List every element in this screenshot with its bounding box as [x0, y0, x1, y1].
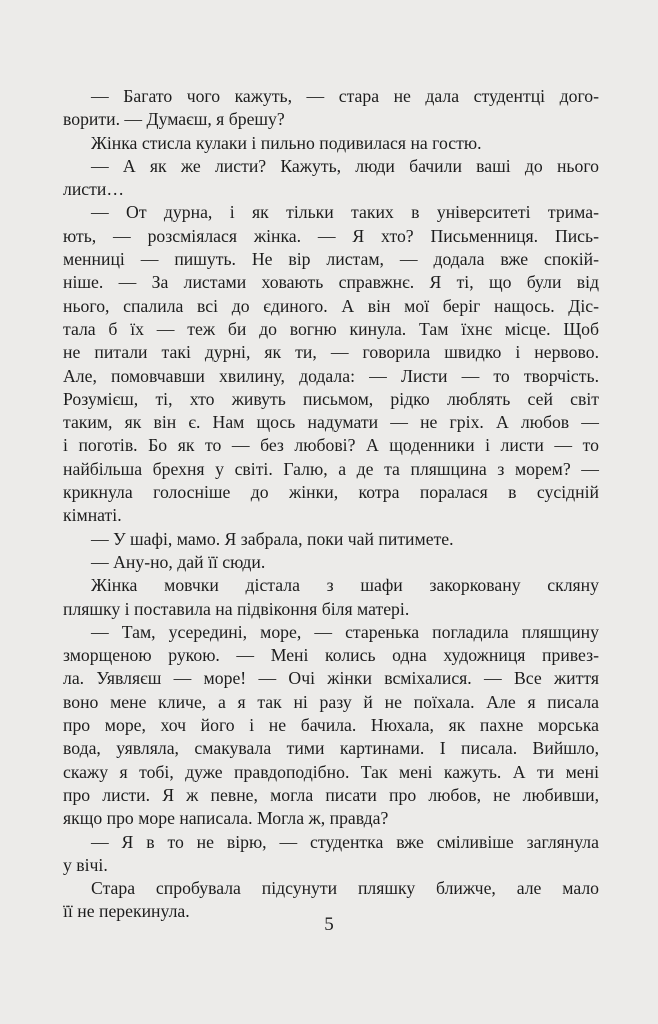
text-line: не питали такі дурні, як ти, — говорила швидко і нервово. [63, 342, 599, 363]
text-line: крикнула голосніше до жінки, котра поралася в сусідній [63, 482, 599, 503]
text-line: воно мене кличе, а я так ні разу й не поїхала. Але я писала [63, 691, 599, 712]
text-line: Стара спробувала підсунути пляшку ближче, але мало [91, 878, 599, 899]
text-line: Але, помовчавши хвилину, додала: — Листи — то творчість. [63, 365, 599, 386]
text-line: — А як же листи? Кажуть, люди бачили ваші до нього [91, 155, 599, 176]
text-line: кімнаті. [63, 505, 122, 526]
text-line: ворити. — Думаєш, я брешу? [63, 109, 285, 130]
page-number: 5 [324, 914, 334, 935]
text-line: — У шафі, мамо. Я забрала, поки чай питимете. [91, 528, 454, 549]
text-line: ніше. — За листами ховають справжнє. Я ті, що були від [63, 272, 599, 293]
text-line: — Ану-но, дай її сюди. [91, 551, 266, 572]
text-line: Жінка стисла кулаки і пильно подивилася на гостю. [91, 132, 482, 153]
text-line: найбільша брехня у світі. Галю, а де та пляшцина з морем? — [63, 458, 599, 479]
text-line: — Я в то не вірю, — студентка вже сміливіше заглянула [91, 831, 599, 852]
text-line: про море, хоч його і не бачила. Нюхала, як пахне морська [63, 715, 599, 736]
text-line: пляшку і поставила на підвіконня біля матері. [63, 598, 410, 619]
text-line: у вічі. [63, 854, 108, 875]
body-text [63, 85, 599, 924]
text-line: — От дурна, і як тільки таких в університеті трима- [91, 202, 599, 223]
text-line: якщо про море написала. Могла ж, правда? [63, 808, 389, 829]
text-line: тала б їх — теж би до вогню кинула. Там їхнє місце. Щоб [63, 318, 599, 339]
text-line: Жінка мовчки дістала з шафи закорковану скляну [91, 575, 599, 596]
text-line: таким, як він є. Нам щось надумати — не гріх. А любов — [63, 412, 599, 433]
text-line: — Там, усередині, море, — старенька погладила пляшцину [91, 621, 599, 642]
text-line: — Багато чого кажуть, — стара не дала студентці дого- [91, 86, 599, 106]
text-line: і поготів. Бо як то — без любові? А щоденники і листи — то [63, 435, 599, 456]
text-line: зморщеною рукою. — Мені колись одна художниця привез- [63, 645, 599, 666]
text-line: скажу я тобі, дуже правдоподібно. Так мені кажуть. А ти мені [63, 761, 599, 782]
text-line: Розумієш, ті, хто живуть письмом, рідко люблять сей світ [63, 388, 599, 409]
text-line: листи… [63, 179, 125, 200]
text-line: вода, уявляла, смакувала тими картинами. І писала. Вийшло, [63, 738, 599, 759]
text-line: нього, спалила всі до єдиного. А він мої беріг нащось. Діс- [63, 295, 599, 316]
text-line: ла. Уявляєш — море! — Очі жінки всміхалися. — Все життя [63, 668, 599, 689]
text-line: про листи. Я ж певне, могла писати про любов, не любивши, [63, 784, 599, 805]
text-line: ють, — розсміялася жінка. — Я хто? Письменниця. Пись- [63, 225, 599, 246]
text-line: її не перекинула. [63, 901, 190, 922]
text-line: менниці — пишуть. Не вір листам, — додала вже спокій- [63, 249, 599, 270]
